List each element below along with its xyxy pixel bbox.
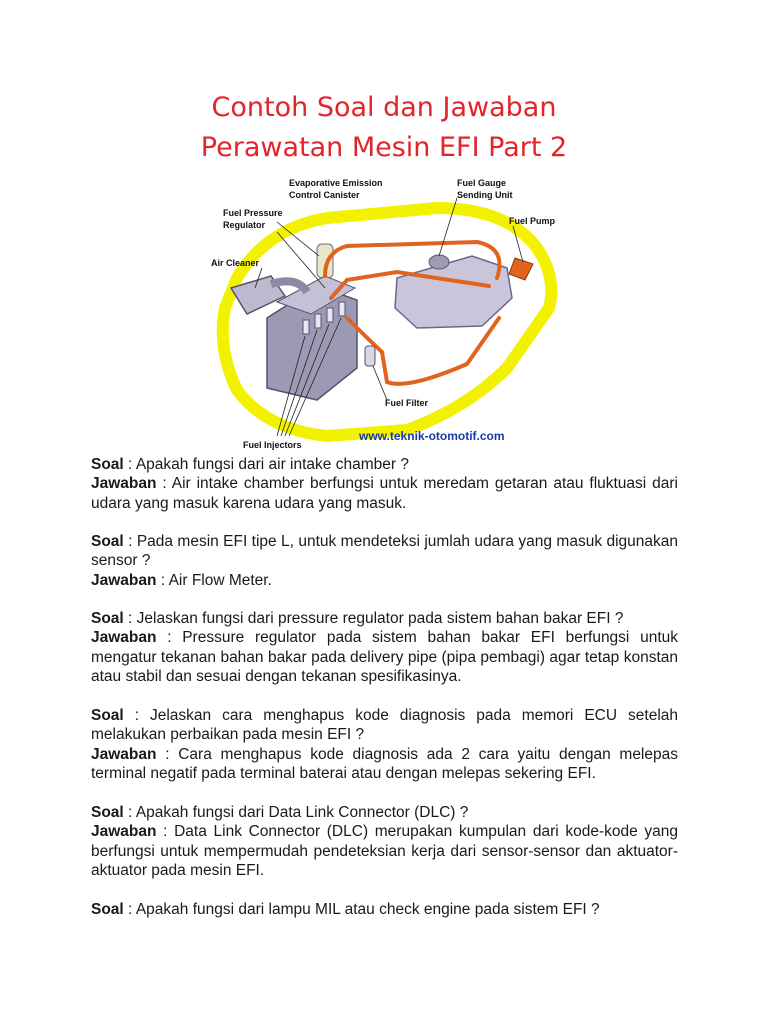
question-text: Apakah fungsi dari lampu MIL atau check engine pada sistem EFI ? [135,901,600,918]
qa-block-3: Soal : Jelaskan fungsi dari pressure regulator pada sistem bahan bakar EFI ? Jawaban : Pressure regulator pada sistem bahan bakar EFI berfungsi untuk mengatur tekanan bahan bakar pada delivery pipe (pipa pembagi) agar tetap konstan atau stabil dan sesuai dengan tekanan spesifikasinya. [91,610,678,685]
question-text: Pada mesin EFI tipe L, untuk mendeteksi jumlah udara yang masuk digunakan sensor ? [91,533,678,570]
answer-label: Jawaban [91,475,157,493]
question-text: Apakah fungsi dari Data Link Connector (DLC) ? [135,804,469,821]
label-fuel-filter: Fuel Filter [385,398,429,408]
label-control-canister: Control Canister [289,190,360,200]
answer-label: Jawaban [91,571,157,589]
question-text: Jelaskan cara menghapus kode diagnosis pada memori ECU setelah melakukan perbaikan pada mesin EFI ? [91,707,678,744]
answer-text: Air Flow Meter. [168,571,272,589]
page-subtitle: Perawatan Mesin EFI Part 2 [200,132,568,163]
label-air-cleaner: Air Cleaner [211,258,260,268]
qa-block-1: Soal : Apakah fungsi dari air intake chamber ? Jawaban : Air intake chamber berfungsi untuk meredam getaran atau fluktuasi dari udara yang masuk karena udara yang masuk. [91,456,678,512]
efi-system-diagram [207,168,560,454]
qa-block-6: Soal : Apakah fungsi dari lampu MIL atau check engine pada sistem EFI ? [91,901,600,918]
label-regulator: Regulator [223,220,266,230]
question-text: Apakah fungsi dari air intake chamber ? [135,456,409,473]
label-evaporative: Evaporative Emission [289,178,383,188]
answer-text: Cara menghapus kode diagnosis ada 2 cara yaitu dengan melepas terminal negatif pada terminal baterai atau dengan melepas sekering EFI. [91,745,678,782]
label-fuel-injectors: Fuel Injectors [243,440,302,450]
question-label: Soal [91,610,124,627]
watermark: www.teknik-otomotif.com [359,429,505,443]
answer-label: Jawaban [91,629,157,647]
question-text: Jelaskan fungsi dari pressure regulator pada sistem bahan bakar EFI ? [136,610,624,627]
fuel-filter [365,346,375,366]
label-sending-unit: Sending Unit [457,190,513,200]
qa-block-5: Soal : Apakah fungsi dari Data Link Connector (DLC) ? Jawaban : Data Link Connector (DLC) merupakan kumpulan dari kode-kode yang berfungsi untuk mempermudah pendeteksian kerja dari sensor-sensor dan aktuator-aktuator pada mesin EFI. [91,804,678,879]
label-fuel-gauge: Fuel Gauge [457,178,507,188]
answer-text: Air intake chamber berfungsi untuk meredam getaran atau fluktuasi dari udara yang masuk karena udara yang masuk. [91,475,678,512]
question-label: Soal [91,804,124,821]
answer-label: Jawaban [91,745,157,763]
question-label: Soal [91,533,124,550]
page-title: Contoh Soal dan Jawaban [211,92,557,123]
question-label: Soal [91,901,124,918]
answer-text: Data Link Connector (DLC) merupakan kumpulan dari kode-kode yang berfungsi untuk mempermudah pendeteksian kerja dari sensor-sensor dan aktuator-aktuator pada mesin EFI. [91,823,678,879]
answer-text: Pressure regulator pada sistem bahan bakar EFI berfungsi untuk mengatur tekanan bahan bakar pada delivery pipe (pipa pembagi) agar tetap konstan atau stabil dan sesuai dengan tekanan spesifikasinya. [91,629,678,685]
qa-block-2: Soal : Pada mesin EFI tipe L, untuk mendeteksi jumlah udara yang masuk digunakan sensor ? Jawaban : Air Flow Meter. [91,533,678,589]
question-label: Soal [91,707,124,724]
answer-label: Jawaban [91,823,157,841]
qa-block-4: Soal : Jelaskan cara menghapus kode diagnosis pada memori ECU setelah melakukan perbaikan pada mesin EFI ? Jawaban : Cara menghapus kode diagnosis ada 2 cara yaitu dengan melepas terminal negatif pada terminal baterai atau dengan melepas sekering EFI. [91,707,678,782]
label-fuel-pump: Fuel Pump [509,216,556,226]
label-fuel-pressure: Fuel Pressure [223,208,283,218]
sending-unit [429,255,449,269]
question-label: Soal [91,456,124,473]
